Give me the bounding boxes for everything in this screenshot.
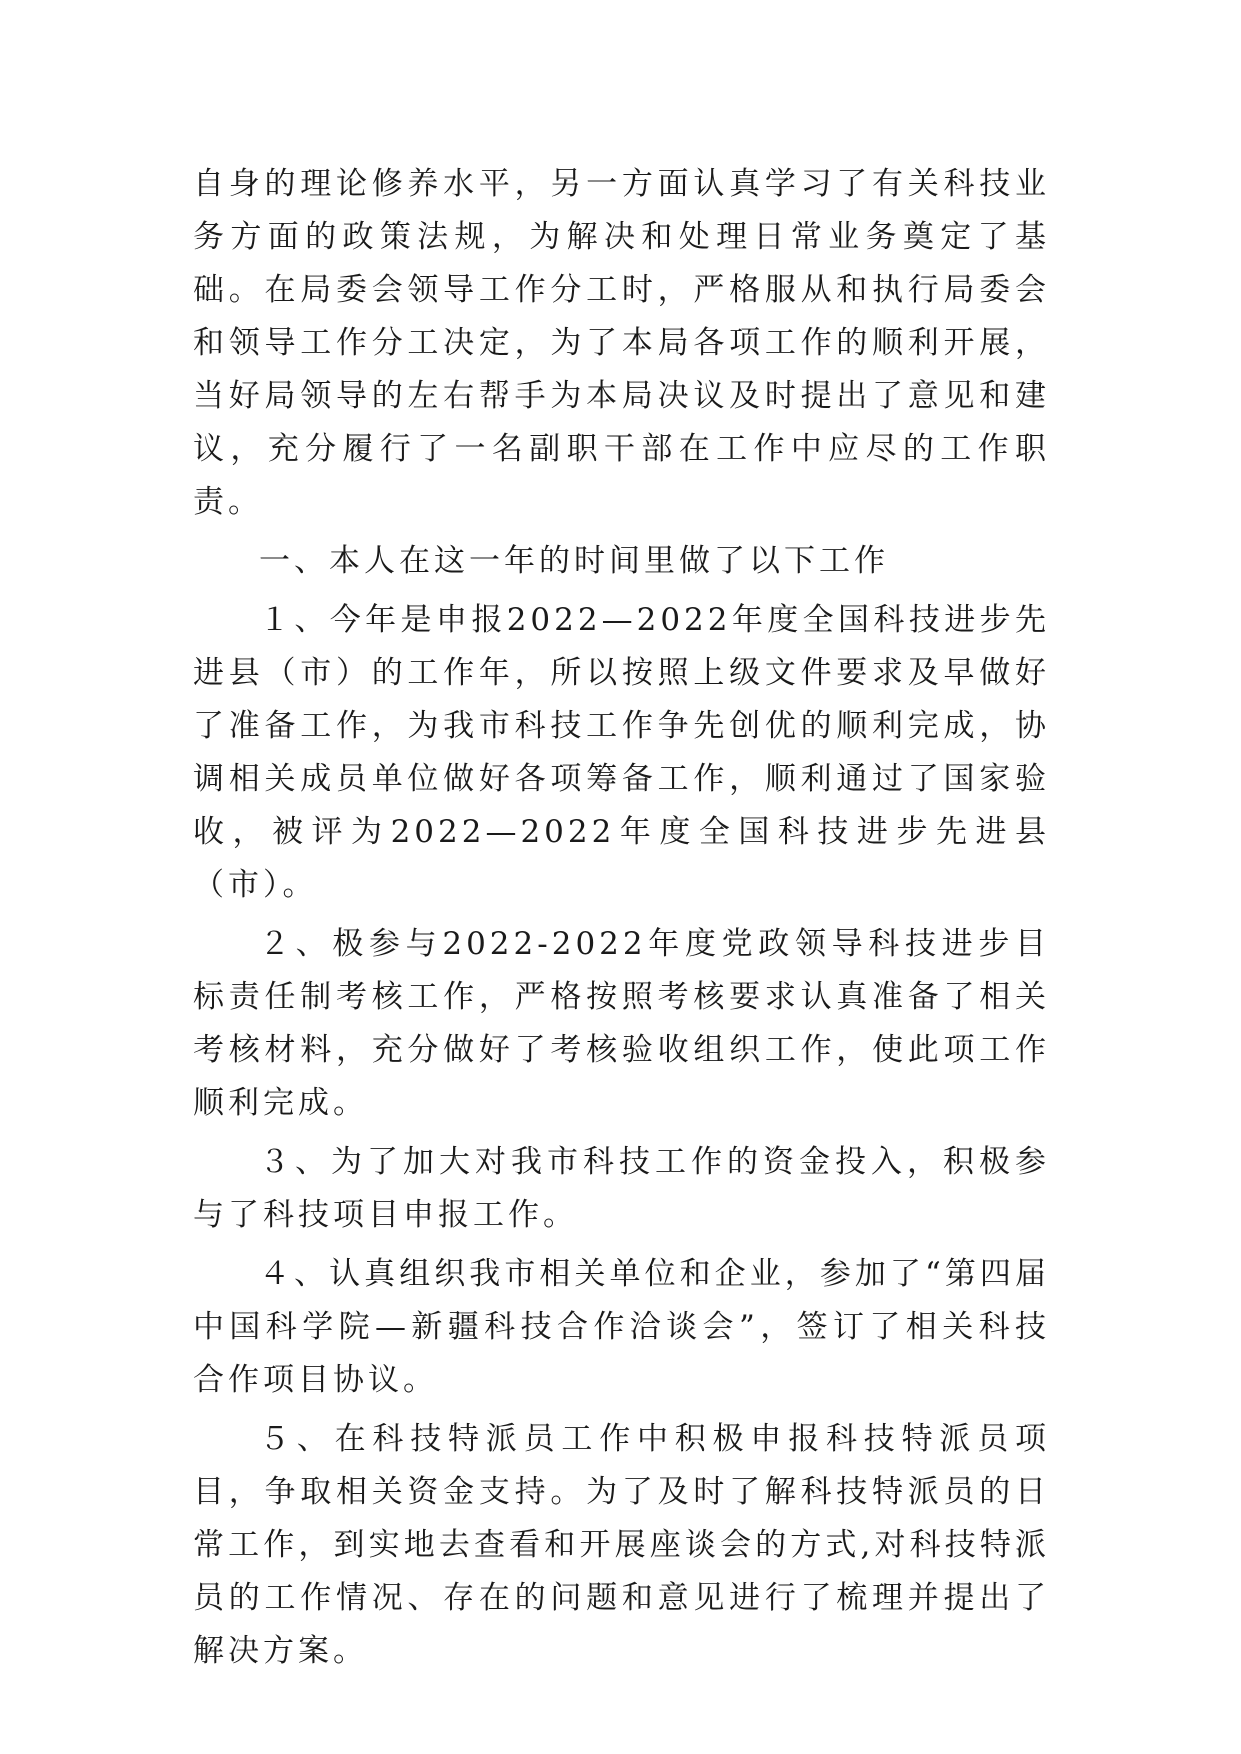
document-body [193, 158, 1050, 1684]
paragraph-intro: 自身的理论修养水平，另一方面认真学习了有关科技业务方面的政策法规，为解决和处理日常业务奠定了基础。在局委会领导工作分工时，严格服从和执行局委会和领导工作分工决定，为了本局各项工作的顺利开展，当好局领导的左右帮手为本局决议及时提出了意见和建议，充分履行了一名副职干部在工作中应尽的工作职责。 [193, 166, 1050, 520]
section-heading: 一、本人在这一年的时间里做了以下工作 [259, 543, 889, 579]
list-item-2: ２、极参与2022-2022年度党政领导科技进步目标责任制考核工作，严格按照考核要求认真准备了相关考核材料，充分做好了考核验收组织工作，使此项工作顺利完成。 [193, 926, 1050, 1121]
list-item-1: １、今年是申报2022—2022年度全国科技进步先进县（市）的工作年，所以按照上级文件要求及早做好了准备工作，为我市科技工作争先创优的顺利完成，协调相关成员单位做好各项筹备工作，顺利通过了国家验收，被评为2022—2022年度全国科技进步先进县（市）。 [193, 602, 1050, 903]
list-item-5: ５、在科技特派员工作中积极申报科技特派员项目，争取相关资金支持。为了及时了解科技特派员的日常工作，到实地去查看和开展座谈会的方式,对科技特派员的工作情况、存在的问题和意见进行了梳理并提出了解决方案。 [193, 1421, 1050, 1669]
list-item-4: ４、认真组织我市相关单位和企业，参加了“第四届中国科学院—新疆科技合作洽谈会”，签订了相关科技合作项目协议。 [193, 1256, 1050, 1398]
list-item-3: ３、为了加大对我市科技工作的资金投入，积极参与了科技项目申报工作。 [193, 1144, 1050, 1233]
